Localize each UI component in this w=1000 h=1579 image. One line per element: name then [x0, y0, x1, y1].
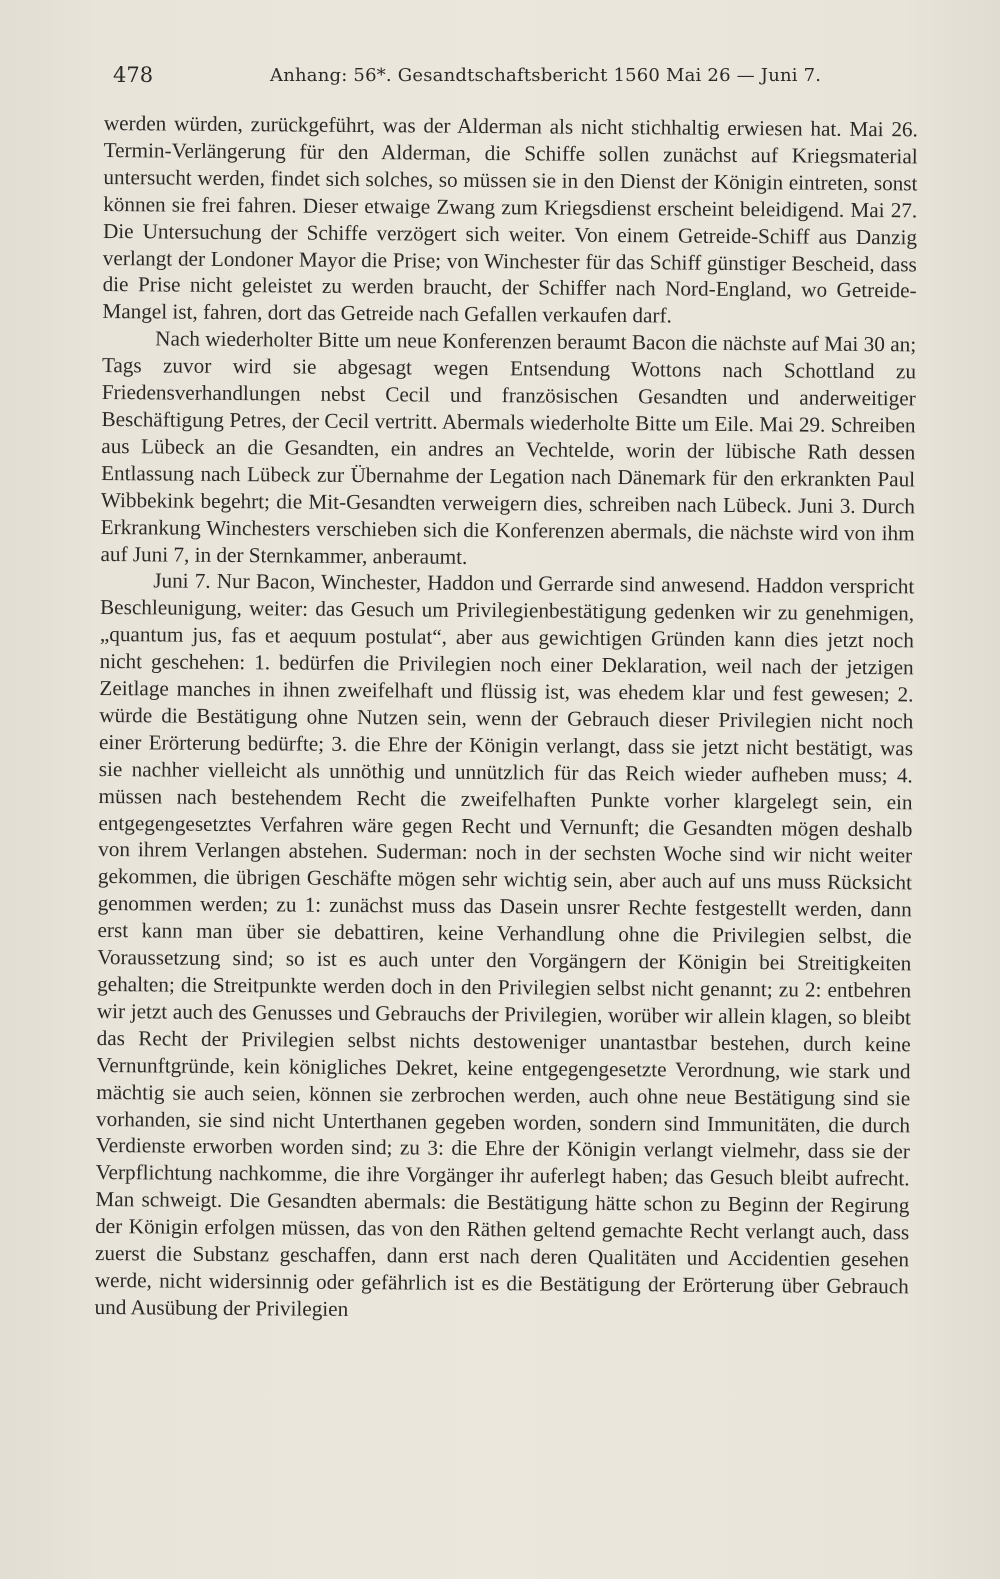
paragraph: werden würden, zurückgeführt, was der Alderman als nicht stichhaltig erwiesen hat. Mai 26. Termin-Verlängerung für den Alderman, die Schiffe sollen zunächst auf Kriegsmaterial untersucht werden, findet sich solches, so müssen sie in den Dienst der Königin eintreten, sonst können sie frei fahren. Dieser etwaige Zwang zum Kriegsdienst erscheint beleidigend. Mai 27. Die Untersuchung der Schiffe verzögert sich weiter. Von einem Getreide-Schiff aus Danzig verlangt der Londoner Mayor die Prise; von Winchester für das Schiff günstiger Bescheid, dass die Prise nicht geleistet zu werden braucht, der Schiffer nach Nord-England, wo Getreide-Mangel ist, fahren, dort das Getreide nach Gefallen verkaufen darf. [102, 110, 918, 328]
page-header [113, 63, 918, 93]
paragraph: Nach wiederholter Bitte um neue Konferenzen beraumt Bacon die nächste auf Mai 30 an; Tags zuvor wird sie abgesagt wegen Entsendung Wottons nach Schottland zu Friedensverhandlungen nebst Cecil und französischen Gesandten und anderweitiger Beschäftigung Petres, der Cecil vertritt. Abermals wiederholte Bitte um Eile. Mai 29. Schreiben aus Lübeck an die Gesandten, ein andres an Vechtelde, worin der lübische Rath dessen Entlassung nach Lübeck zur Übernahme der Legation nach Dänemark für den erkrankten Paul Wibbekink begehrt; die Mit-Gesandten verweigern dies, schreiben nach Lübeck. Juni 3. Durch Erkrankung Winchesters verschieben sich die Konferenzen abermals, die nächste wird von ihm auf Juni 7, in der Sternkammer, anberaumt. [100, 326, 917, 569]
body-text [94, 110, 917, 1327]
paragraph: Juni 7. Nur Bacon, Winchester, Haddon und Gerrarde sind anwesend. Haddon verspricht Beschleunigung, weiter: das Gesuch um Privilegienbestätigung gedenken wir zu genehmigen, „quantum jus, fas et aequum postulat“, aber aus gewichtigen Gründen kann dies jetzt noch nicht geschehen: 1. bedürfen die Privilegien noch einer Deklaration, weil nach der jetzigen Zeitlage manches in ihnen zweifelhaft und flüssig ist, was ehedem klar und fest gewesen; 2. würde die Bestätigung ohne Nutzen sein, wenn der Gebrauch dieser Privilegien nicht noch einer Erörterung bedürfte; 3. die Ehre der Königin verlangt, dass sie jetzt nicht bestätigt, was sie nachher vielleicht als unnöthig und unnützlich für das Reich wieder aufheben muss; 4. müssen nach bestehendem Recht die zweifelhaften Punkte vorher klargelegt sein, ein entgegengesetztes Verfahren wäre gegen Recht und Vernunft; die Gesandten mögen deshalb von ihrem Verlangen abstehen. Suderman: noch in der sechsten Woche sind wir nicht weiter gekommen, die übrigen Geschäfte mögen sehr wichtig sein, aber auch auf uns muss Rücksicht genommen werden; zu 1: zunächst muss das Dasein unsrer Rechte festgestellt werden, dann erst kann man über sie debattiren, keine Verhandlung ohne die Privilegien selbst, die Voraussetzung sind; so ist es auch unter den Vorgängern der Königin bei Streitigkeiten gehalten; die Streitpunkte werden doch in den Privilegien selbst nicht genannt; zu 2: entbehren wir jetzt auch des Genusses und Gebrauchs der Privilegien, worüber wir allein klagen, so bleibt das Recht der Privilegien selbst nichts destoweniger unantastbar bestehen, durch keine Vernunftgründe, kein königliches Dekret, keine entgegengesetzte Verordnung, wie stark und mächtig sie auch seien, können sie zerbrochen werden, auch ohne neue Bestätigung sind sie vorhanden, sie sind nicht Unterthanen gegeben worden, sondern sind Immunitäten, die durch Verdienste erworben worden sind; zu 3: die Ehre der Königin verlangt vielmehr, dass sie der Verpflichtung nachkomme, die ihre Vorgänger ihr auferlegt haben; das Gesuch bleibt aufrecht. Man schweigt. Die Gesandten abermals: die Bestätigung hätte schon zu Beginn der Regirung der Königin erfolgen müssen, das von den Räthen geltend gemachte Recht verlangt auch, dass zuerst die Substanz geschaffen, dann erst nach deren Qualitäten und Accidentien gesehen werde, nicht widersinnig oder gefährlich ist es die Bestätigung der Erörterung über Gebrauch und Ausübung der Privilegien [94, 568, 915, 1321]
page-number: 478 [113, 63, 154, 87]
running-title: Anhang: 56*. Gesandtschaftsbericht 1560 Mai 26 — Juni 7. [270, 65, 822, 86]
